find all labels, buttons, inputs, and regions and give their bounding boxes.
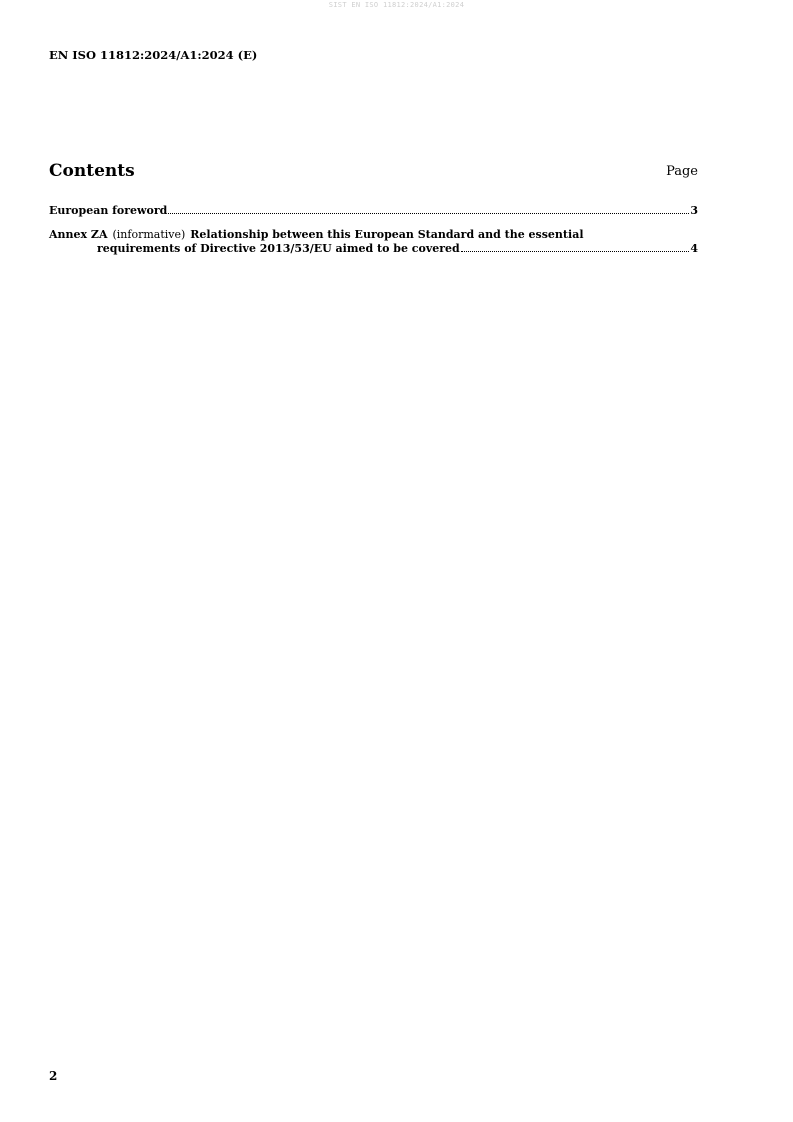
- toc-entry-line: [49, 242, 698, 256]
- toc-entry-annex-za[interactable]: [49, 228, 698, 256]
- toc-entry-title: European foreword: [49, 204, 168, 217]
- watermark-text: SIST EN ISO 11812:2024/A1:2024: [328, 1, 465, 9]
- toc-entry-title-continued: requirements of Directive 2013/53/EU aimed to be covered: [97, 242, 460, 255]
- toc-entry-prefix: Annex ZA: [49, 228, 108, 241]
- toc-entry-line: [49, 228, 698, 242]
- document-identifier: EN ISO 11812:2024/A1:2024 (E): [49, 48, 258, 62]
- table-of-contents: [49, 204, 698, 256]
- toc-entry-page: 4: [690, 242, 698, 255]
- contents-heading: Contents: [49, 161, 135, 181]
- toc-entry-european-foreword[interactable]: [49, 204, 698, 218]
- page-number: 2: [49, 1069, 58, 1083]
- toc-entry-page: 3: [690, 204, 698, 217]
- dot-leader: [168, 204, 689, 214]
- toc-entry-qualifier: (informative): [112, 228, 186, 241]
- dot-leader: [461, 242, 690, 252]
- toc-entry-title: Relationship between this European Standard and the essential: [190, 228, 584, 241]
- page-column-label: Page: [666, 164, 698, 179]
